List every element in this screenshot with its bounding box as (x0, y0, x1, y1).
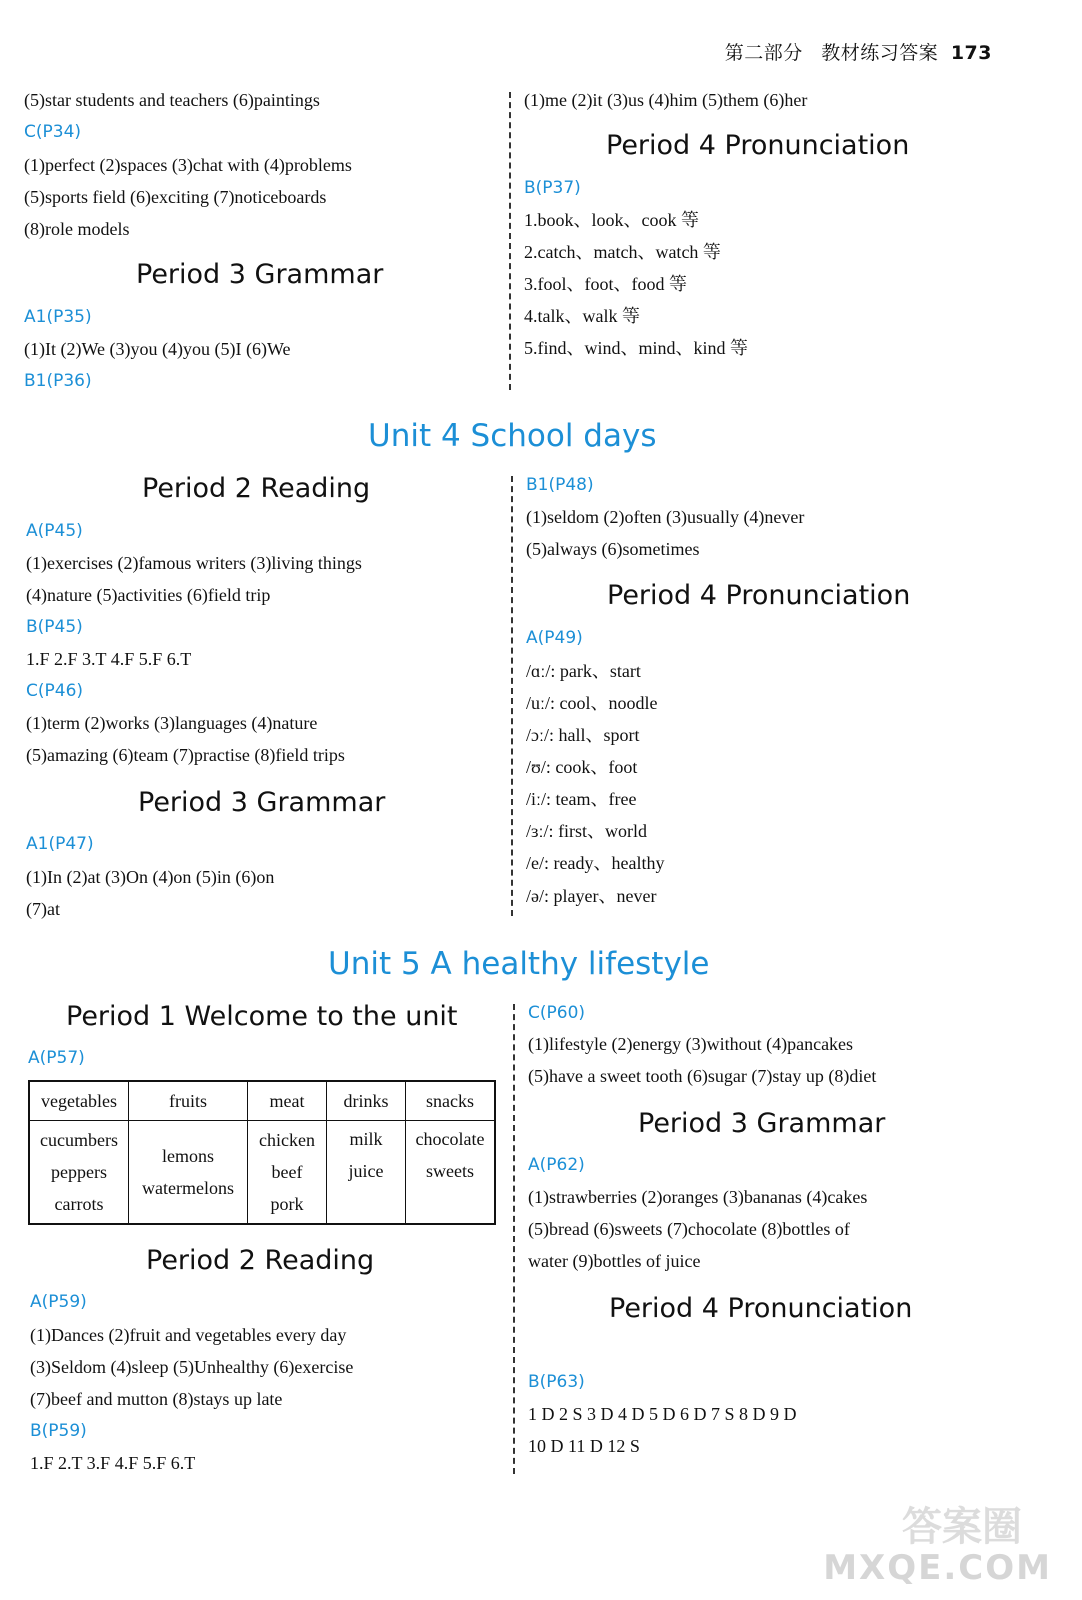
watermark-url: MXQE.COM (823, 1548, 1052, 1588)
period-heading: Period 3 Grammar (638, 1108, 886, 1139)
exercise-label: A(P49) (526, 628, 583, 648)
answer-line: 10 D 11 D 12 S (528, 1436, 640, 1456)
answer-line: (7)beef and mutton (8)stays up late (30, 1389, 283, 1409)
answer-line: (1)perfect (2)spaces (3)chat with (4)problems (24, 155, 352, 175)
exercise-label: A(P62) (528, 1155, 585, 1175)
header-section: 第二部分 (724, 42, 803, 64)
answer-line: (5)star students and teachers (6)paintings (24, 90, 320, 110)
exercise-label: C(P46) (26, 681, 84, 701)
exercise-label: B(P37) (524, 178, 581, 198)
period-heading: Period 3 Grammar (136, 259, 384, 290)
phonetic-line: /uː/: cool、noodle (526, 693, 658, 713)
answer-line: 1 D 2 S 3 D 4 D 5 D 6 D 7 S 8 D 9 D (528, 1404, 797, 1424)
cell-item: lemons (162, 1146, 214, 1166)
page-number: 173 (950, 42, 992, 64)
period-heading: Period 4 Pronunciation (606, 130, 910, 161)
answer-line: 3.fool、foot、food 等 (524, 274, 687, 294)
exercise-label: A(P45) (26, 521, 83, 541)
cell-item: carrots (54, 1194, 104, 1214)
table-header: fruits (129, 1081, 248, 1121)
answer-line: (1)seldom (2)often (3)usually (4)never (526, 507, 805, 527)
exercise-label: C(P60) (528, 1003, 586, 1023)
column-divider (509, 92, 511, 390)
answer-line: water (9)bottles of juice (528, 1251, 701, 1271)
table-cell (248, 1121, 327, 1225)
exercise-label: A(P57) (28, 1048, 85, 1068)
answer-line: (5)sports field (6)exciting (7)noticeboards (24, 187, 327, 207)
answer-line: (5)always (6)sometimes (526, 539, 700, 559)
answer-line: (5)amazing (6)team (7)practise (8)field trips (26, 745, 345, 765)
table-header: snacks (406, 1081, 496, 1121)
table-header: meat (248, 1081, 327, 1121)
table-cell (406, 1121, 496, 1225)
period-heading: Period 2 Reading (146, 1245, 375, 1276)
exercise-label: A1(P35) (24, 307, 92, 327)
answer-line: 1.book、look、cook 等 (524, 210, 699, 230)
phonetic-line: /ɜː/: first、world (526, 821, 648, 841)
cell-item: juice (348, 1161, 384, 1181)
exercise-label: C(P34) (24, 122, 82, 142)
exercise-label: A1(P47) (26, 834, 94, 854)
answer-line: 1.F 2.T 3.F 4.F 5.F 6.T (30, 1453, 196, 1473)
exercise-label: B1(P48) (526, 475, 594, 495)
answer-line: (5)bread (6)sweets (7)chocolate (8)bottles of (528, 1219, 850, 1239)
period-heading: Period 4 Pronunciation (609, 1293, 913, 1324)
table-cell (129, 1121, 248, 1225)
table-header: vegetables (29, 1081, 129, 1121)
food-category-table (28, 1080, 496, 1225)
answer-line: (1)It (2)We (3)you (4)you (5)I (6)We (24, 339, 291, 359)
column-divider (513, 1004, 515, 1474)
exercise-label: B(P63) (528, 1372, 585, 1392)
answer-line: (1)strawberries (2)oranges (3)bananas (4)cakes (528, 1187, 868, 1207)
cell-item: cucumbers (40, 1130, 118, 1150)
table-cell (327, 1121, 406, 1225)
exercise-label: B(P59) (30, 1421, 87, 1441)
cell-item: beef (271, 1162, 303, 1182)
answer-line: (1)term (2)works (3)languages (4)nature (26, 713, 318, 733)
phonetic-line: /ɑː/: park、start (526, 661, 641, 681)
answer-line: (1)In (2)at (3)On (4)on (5)in (6)on (26, 867, 275, 887)
period-heading: Period 1 Welcome to the unit (66, 1001, 458, 1032)
exercise-label: A(P59) (30, 1292, 87, 1312)
answer-line: (5)have a sweet tooth (6)sugar (7)stay up (8)diet (528, 1066, 877, 1086)
period-heading: Period 2 Reading (142, 473, 371, 504)
answer-line: 4.talk、walk 等 (524, 306, 640, 326)
cell-item: pork (270, 1194, 304, 1214)
cell-item: sweets (426, 1161, 474, 1181)
phonetic-line: /e/: ready、healthy (526, 853, 665, 873)
answer-line: (1)Dances (2)fruit and vegetables every day (30, 1325, 347, 1345)
answer-line: 1.F 2.F 3.T 4.F 5.F 6.T (26, 649, 192, 669)
answer-line: 5.find、wind、mind、kind 等 (524, 338, 748, 358)
table-header: drinks (327, 1081, 406, 1121)
unit-title: Unit 5 A healthy lifestyle (328, 946, 710, 982)
answer-line: (1)me (2)it (3)us (4)him (5)them (6)her (524, 90, 808, 110)
phonetic-line: /iː/: team、free (526, 789, 637, 809)
cell-item: milk (349, 1129, 383, 1149)
cell-item: peppers (51, 1162, 107, 1182)
period-heading: Period 3 Grammar (138, 787, 386, 818)
answer-line: (3)Seldom (4)sleep (5)Unhealthy (6)exercise (30, 1357, 354, 1377)
column-divider (511, 476, 513, 916)
phonetic-line: /ʊ/: cook、foot (526, 757, 638, 777)
exercise-label: B1(P36) (24, 371, 92, 391)
answer-line: (8)role models (24, 219, 130, 239)
answer-line: 2.catch、match、watch 等 (524, 242, 721, 262)
watermark-logo: 答案圈 (902, 1504, 1022, 1550)
cell-item: chicken (259, 1130, 315, 1150)
answer-line: (1)exercises (2)famous writers (3)living things (26, 553, 362, 573)
period-heading: Period 4 Pronunciation (607, 580, 911, 611)
cell-item: chocolate (415, 1129, 485, 1149)
phonetic-line: /ɔː/: hall、sport (526, 725, 640, 745)
cell-item: watermelons (142, 1178, 234, 1198)
header-title: 教材练习答案 (821, 42, 939, 64)
phonetic-line: /ə/: player、never (526, 886, 657, 906)
answer-line: (1)lifestyle (2)energy (3)without (4)pancakes (528, 1034, 854, 1054)
answer-line: (7)at (26, 899, 60, 919)
page-header (725, 38, 992, 65)
table-cell (29, 1121, 129, 1225)
answer-line: (4)nature (5)activities (6)field trip (26, 585, 271, 605)
exercise-label: B(P45) (26, 617, 83, 637)
unit-title: Unit 4 School days (368, 418, 657, 454)
